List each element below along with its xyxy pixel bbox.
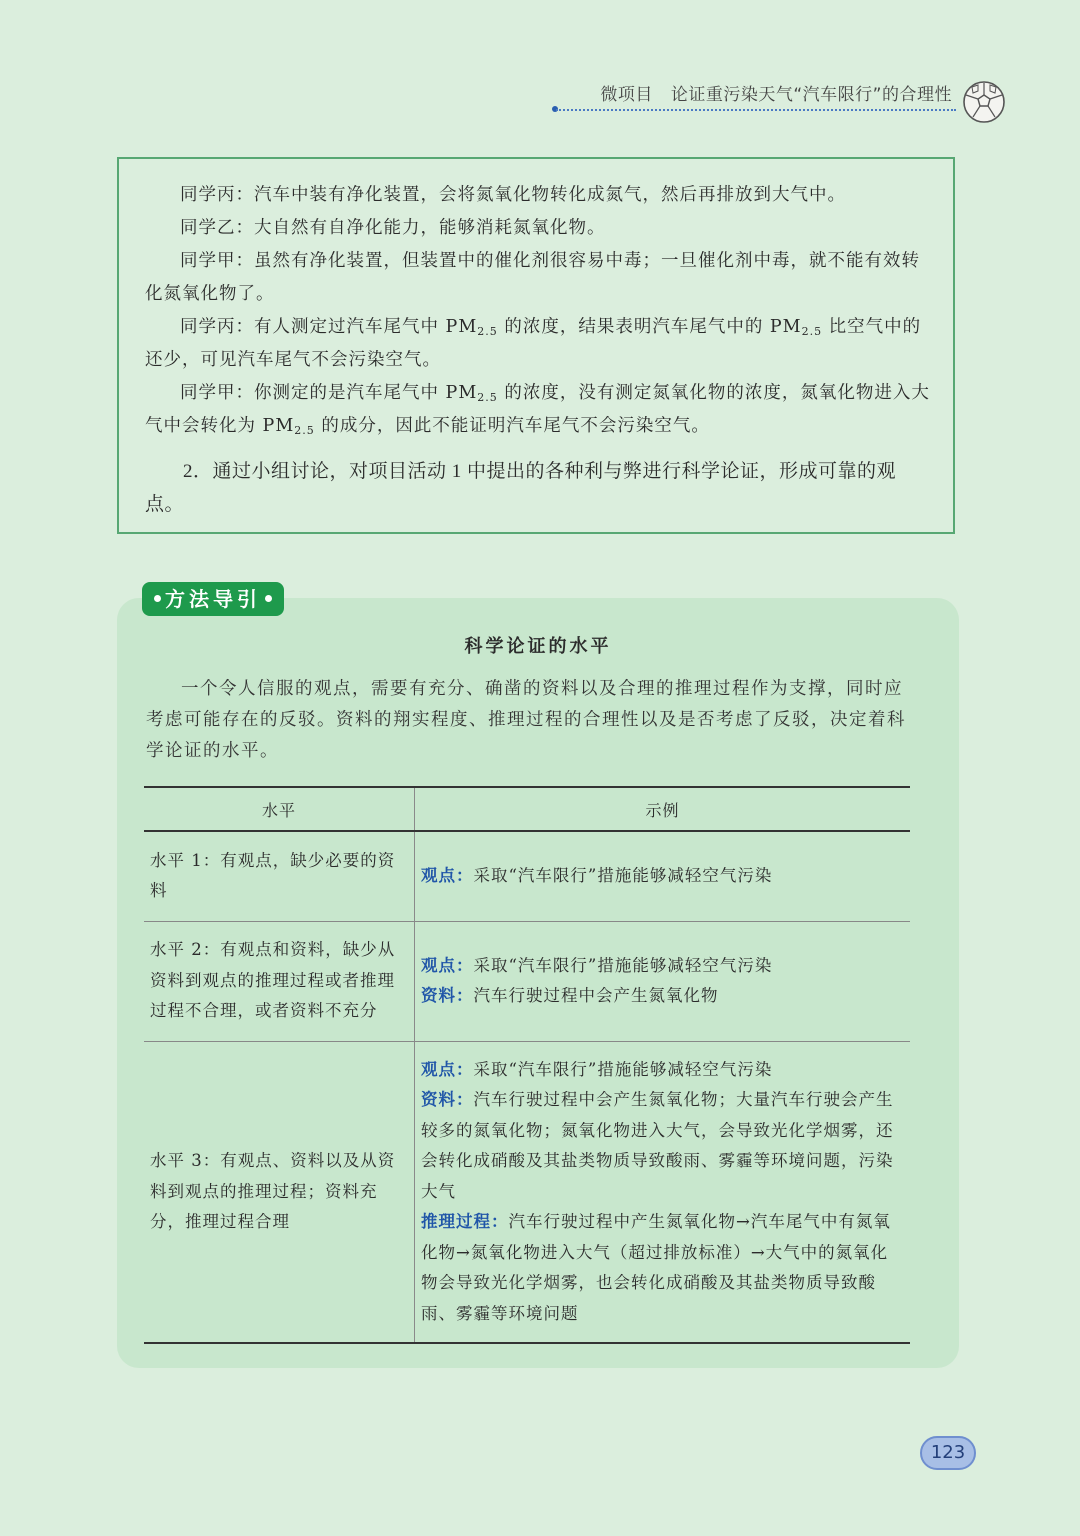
pm-subscript: 2.5	[477, 325, 498, 338]
column-header-example: 示例	[415, 787, 911, 831]
level-cell: 水平 1：有观点，缺少必要的资料	[144, 831, 415, 921]
example-cell	[415, 921, 911, 1041]
badge-label: 方法导引	[165, 587, 261, 611]
example-cell	[415, 831, 911, 921]
data-tag: 资料：	[421, 1090, 474, 1109]
bullet-dot	[265, 595, 272, 602]
pm-subscript: 2.5	[294, 424, 315, 437]
argument-levels-table	[144, 786, 910, 1344]
running-header	[600, 80, 952, 105]
column-header-level: 水平	[144, 787, 415, 831]
table-row	[144, 831, 910, 921]
discussion-box	[117, 157, 955, 534]
method-guide-badge	[142, 582, 284, 616]
header-rule	[556, 109, 956, 111]
table-row	[144, 1041, 910, 1343]
text-span: 同学甲：你测定的是汽车尾气中 PM	[180, 383, 478, 403]
text-span: 的浓度，结果表明汽车尾气中的 PM	[497, 317, 802, 337]
reason-text: 汽车行驶过程中产生氮氧化物→汽车尾气中有氮氧化物→氮氧化物进入大气（超过排放标准）→大气中的氮氧化物会导致光化学烟雾，也会转化成硝酸及其盐类物质导致酸雨、雾霾等环境问题	[421, 1212, 891, 1323]
task-item: 2．通过小组讨论，对项目活动 1 中提出的各种利与弊进行科学论证，形成可靠的观点。	[145, 461, 897, 515]
level-cell: 水平 3：有观点、资料以及从资料到观点的推理过程；资料充分，推理过程合理	[144, 1041, 415, 1343]
dialogue-line	[145, 377, 931, 443]
pm-subscript: 2.5	[477, 391, 498, 404]
view-text: 采取“汽车限行”措施能够减轻空气污染	[473, 955, 773, 975]
view-tag: 观点：	[421, 1059, 474, 1079]
intro-paragraph: 一个令人信服的观点，需要有充分、确凿的资料以及合理的推理过程作为支撑，同时应考虑可能存在的反驳。资料的翔实程度、推理过程的合理性以及是否考虑了反驳，决定着科学论证的水平。	[146, 679, 906, 761]
dialogue-line: 同学乙：大自然有自净化能力，能够消耗氮氧化物。	[180, 218, 606, 238]
page-number: 123	[920, 1436, 976, 1470]
data-text: 汽车行驶过程中会产生氮氧化物	[473, 986, 719, 1005]
text-span: 比空气中的还少，可见汽车尾气不会污染空气。	[145, 317, 922, 370]
text-span: 的浓度，没有测定氮氧化物的浓度，氮氧化物进入大气中会转化为 PM	[145, 383, 930, 436]
reason-tag: 推理过程：	[421, 1212, 509, 1231]
text-span: 的成分，因此不能证明汽车尾气不会污染空气。	[314, 416, 710, 436]
text-span: 同学丙：有人测定过汽车尾气中 PM	[180, 317, 478, 337]
dialogue-line: 同学丙：汽车中装有净化装置，会将氮氧化物转化成氮气，然后再排放到大气中。	[180, 185, 846, 205]
table-row	[144, 921, 910, 1041]
view-text: 采取“汽车限行”措施能够减轻空气污染	[473, 1059, 773, 1079]
data-text: 汽车行驶过程中会产生氮氧化物；大量汽车行驶会产生较多的氮氧化物；氮氧化物进入大气，会导致光化学烟雾，还会转化成硝酸及其盐类物质导致酸雨、雾霾等环境问题，污染大气	[421, 1090, 894, 1201]
section-title: 科学论证的水平	[464, 636, 612, 657]
example-cell	[415, 1041, 911, 1343]
header-title: 论证重污染天气“汽车限行”的合理性	[670, 85, 952, 105]
data-tag: 资料：	[421, 986, 474, 1005]
view-text: 采取“汽车限行”措施能够减轻空气污染	[473, 866, 773, 885]
pm-subscript: 2.5	[801, 325, 823, 338]
chapter-label: 微项目	[600, 85, 653, 105]
view-tag: 观点：	[421, 955, 474, 975]
dialogue-line: 同学甲：虽然有净化装置，但装置中的催化剂很容易中毒；一旦催化剂中毒，就不能有效转化氮氧化物了。	[145, 251, 920, 304]
dialogue-line	[145, 311, 931, 377]
level-cell: 水平 2：有观点和资料，缺少从资料到观点的推理过程或者推理过程不合理，或者资料不充分	[144, 921, 415, 1041]
view-tag: 观点：	[421, 866, 474, 885]
soccer-ball-icon	[962, 80, 1006, 124]
bullet-dot	[154, 595, 161, 602]
